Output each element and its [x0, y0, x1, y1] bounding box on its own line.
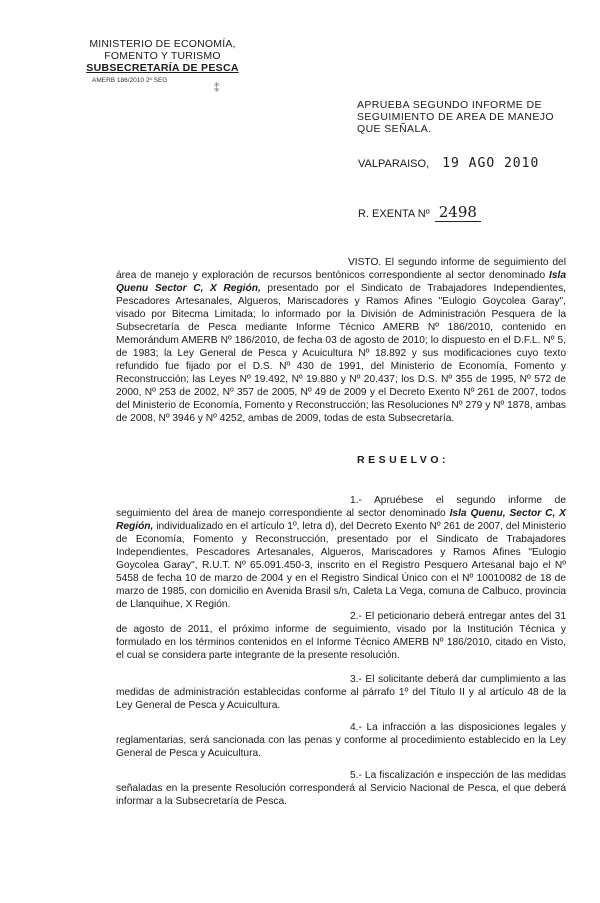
resolution-number: 2498	[435, 203, 481, 222]
visto-keyword: VISTO.	[348, 257, 382, 268]
item-4-text: La infracción a las disposiciones legales y reglamentarias, será sancionada con las penas y conforme al procedimiento establecido en la Ley General de Pesca y Acuicultura.	[116, 722, 567, 759]
item-1-text-1: Apruébese el segundo informe de seguimiento del área de manejo correspondiente al sector denominado	[116, 495, 566, 519]
item-2-paragraph	[116, 610, 566, 662]
subject-line-1: APRUEBA SEGUNDO INFORME DE	[357, 99, 542, 111]
exenta-label: R. EXENTA Nº	[358, 208, 430, 220]
ministry-line-1: MINISTERIO DE ECONOMÍA,	[89, 38, 236, 50]
item-3-paragraph	[116, 673, 566, 712]
item-1-paragraph	[116, 494, 566, 611]
place-label: VALPARAISO,	[358, 158, 430, 170]
item-2-number: 2.-	[350, 611, 362, 622]
item-5-paragraph	[116, 769, 566, 808]
visto-paragraph	[116, 256, 566, 425]
visto-sector: Isla Quenu Sector C, X Región,	[116, 270, 566, 294]
subsecretaria-line: SUBSECRETARÍA DE PESCA	[86, 62, 239, 74]
letterhead	[80, 38, 245, 87]
subject-line-2: SEGUIMIENTO DE AREA DE MANEJO	[357, 111, 554, 123]
item-3-number: 3.-	[350, 674, 362, 685]
item-5-number: 5.-	[350, 770, 362, 781]
resolution-number-line	[358, 203, 481, 222]
stamp-mark-icon: ⁑	[214, 83, 220, 95]
visto-text-2: presentado por el Sindicato de Trabajadores Independientes, Pescadores Artesanales, Algueros, Mariscadores y Ramos Afines "Eulogio Goycolea Garay", visado por Bitecma Limitada; lo informado por la División de Administración Pesquera de la Subsecretaría de Pesca mediante Informe Técnico AMERB Nº 186/2010, contenido en Memorándum AMERB Nº 186/2010, de fecha 03 de agosto de 2010; lo dispuesto en el D.F.L. Nº 5, de 1983; la Ley General de Pesca y Acuicultura Nº 18.892 y sus modificaciones cuyo texto refundido fue fijado por el D.S. Nº 430 de 1991, del Ministerio de Economía, Fomento y Reconstrucción; las Leyes Nº 19.492, Nº 19.880 y Nº 20.437; los D.S. Nº 355 de 1995, Nº 572 de 2000, Nº 253 de 2002, Nº 357 de 2005, Nº 49 de 2009 y el Decreto Exento Nº 261 de 2007, todos del Ministerio de Economía, Fomento y Reconstrucción; las Resoluciones Nº 279 y Nº 1878, ambas de 2008, Nº 3946 y Nº 4252, ambas de 2009, todas de esta Subsecretaría.	[116, 283, 566, 424]
subject-block	[357, 99, 567, 135]
resuelvo-heading: RESUELVO:	[357, 454, 449, 466]
reference-code: AMERB 186/2010 2º SEG	[92, 77, 168, 84]
stamped-date: 19 AGO 2010	[442, 156, 540, 171]
item-4-number: 4.-	[350, 722, 362, 733]
item-4-paragraph	[116, 721, 566, 760]
item-5-text: La fiscalización e inspección de las medidas señaladas en la presente Resolución corresponderá al Servicio Nacional de Pesca, el que deberá informar a la Subsecretaría de Pesca.	[116, 770, 566, 807]
item-1-number: 1.-	[350, 495, 362, 506]
date-line	[358, 156, 539, 171]
subject-line-3: QUE SEÑALA.	[357, 123, 432, 135]
item-3-text: El solicitante deberá dar cumplimiento a las medidas de administración establecidas conforme al párrafo 1º del Título II y al artículo 48 de la Ley General de Pesca y Acuicultura.	[116, 674, 566, 711]
item-2-text: El peticionario deberá entregar antes del 31 de agosto de 2011, el próximo informe de seguimiento, visado por la Institución Técnica y formulado en los términos contenidos en el Informe Técnico AMERB Nº 186/2010, citado en Visto, el cual se considera parte integrante de la presente resolución.	[116, 611, 566, 661]
item-1-text-2: individualizado en el artículo 1º, letra d), del Decreto Exento Nº 261 de 2007, del Ministerio de Economía, Fomento y Reconstrucción, presentado por el Sindicato de Trabajadores Independientes, Pescadores Artesanales, Algueros, Mariscadores y Ramos Afines "Eulogio Goycolea Garay", R.U.T. Nº 65.091.450-3, inscrito en el Registro Pesquero Artesanal bajo el Nº 5458 de fecha 10 de marzo de 2004 y en el Registro Sindical Único con el Nº 10010082 de 18 de marzo de 1985, con domicilio en Avenida Brasil s/n, Caleta La Vega, comuna de Calbuco, provincia de Llanquihue, X Región.	[116, 521, 566, 610]
item-1-sector: Isla Quenu, Sector C, X Región,	[116, 508, 566, 532]
ministry-line-2: FOMENTO Y TURISMO	[104, 50, 221, 62]
visto-text-1: El segundo informe de seguimiento del área de manejo y exploración de recursos bentónicos correspondiente al sector denominado	[116, 257, 566, 281]
